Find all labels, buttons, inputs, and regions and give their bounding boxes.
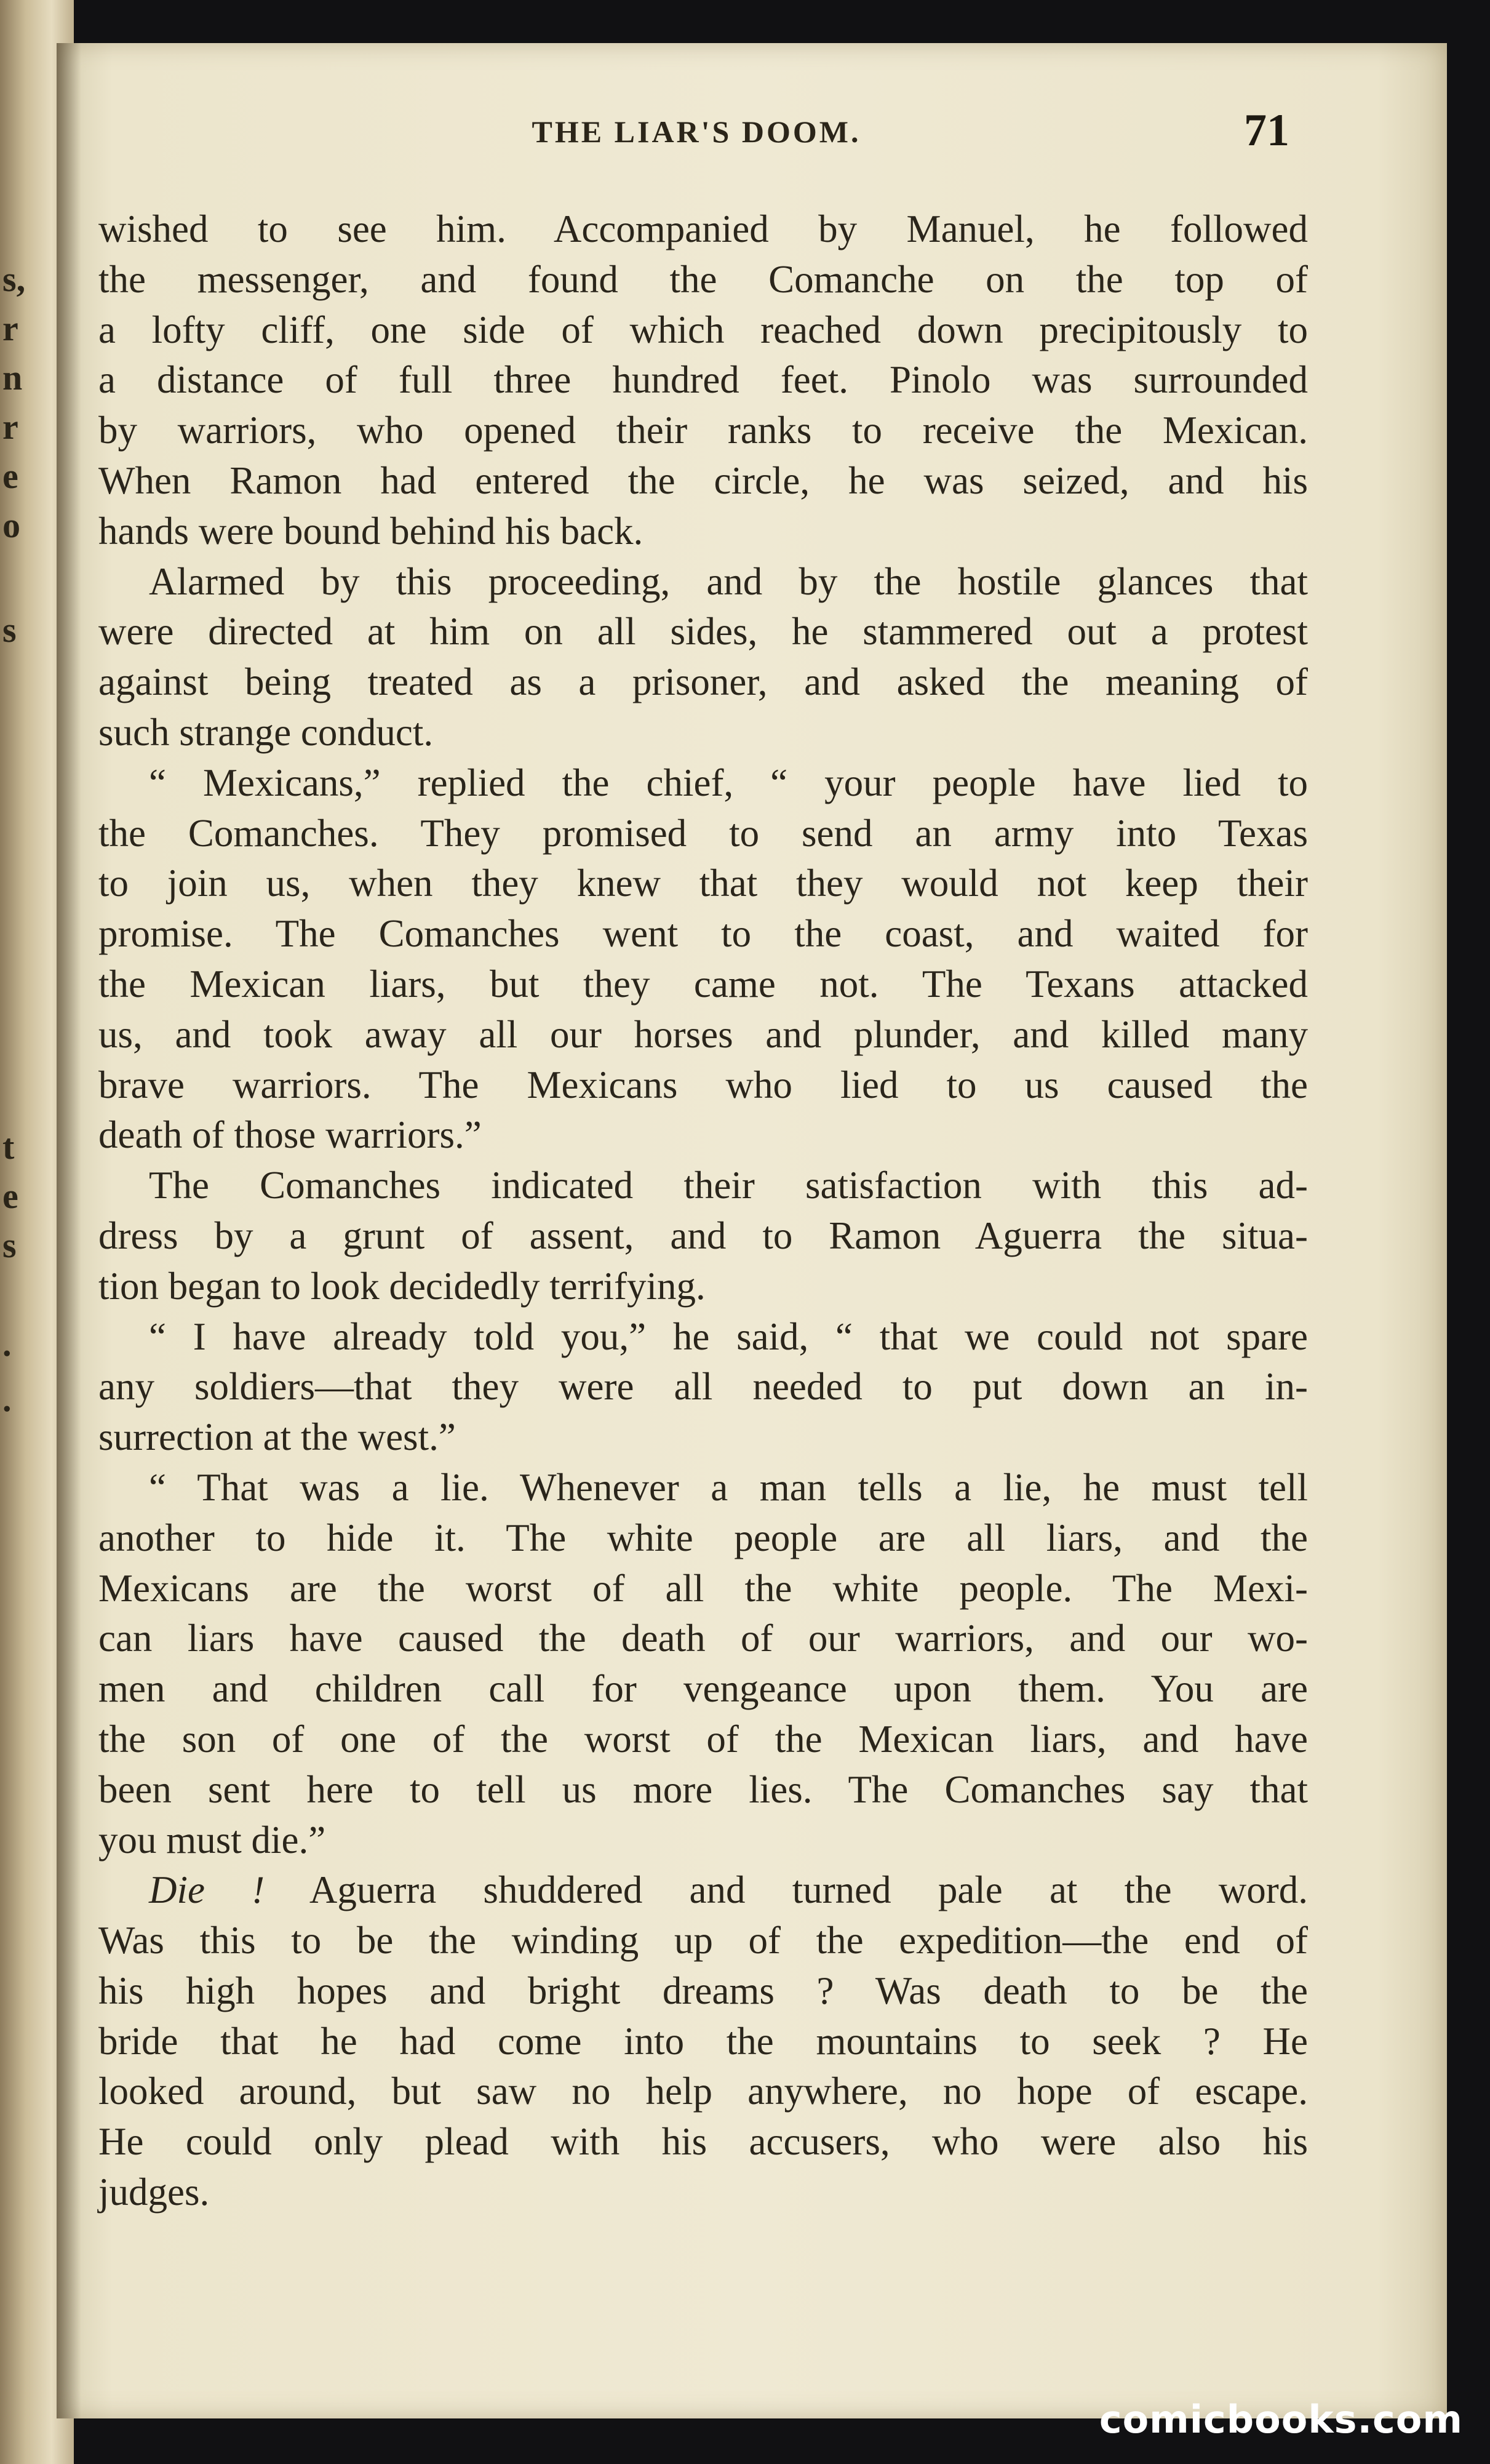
text-line: hands were bound behind his back. (98, 509, 643, 553)
text-line: “ I have already told you,” he said, “ that we could not spare (149, 1314, 1308, 1358)
prev-page-fragment: r (2, 308, 18, 348)
text-line: Mexicans are the worst of all the white people. The Mexi- (98, 1566, 1308, 1610)
text-line: He could only plead with his accusers, who were also his (98, 2120, 1308, 2164)
text-line: his high hopes and bright dreams ? Was death to be the (98, 1969, 1308, 2012)
text-line: a lofty cliff, one side of which reached down precipitously to (98, 308, 1308, 351)
text-line: were directed at him on all sides, he stammered out a protest (98, 610, 1308, 654)
text-line: judges. (98, 2170, 210, 2214)
prev-page-fragment: . (2, 1324, 12, 1364)
text-line: “ That was a lie. Whenever a man tells a lie, he must tell (149, 1465, 1308, 1509)
italic-lead: Die ! (149, 1868, 265, 1912)
text-line: looked around, but saw no help anywhere, no hope of escape. (98, 2070, 1308, 2113)
paragraph (98, 1865, 1308, 2218)
paragraph (98, 1312, 1308, 1463)
running-head: THE LIAR'S DOOM. (532, 114, 861, 149)
text-line: “ Mexicans,” replied the chief, “ your people have lied to (149, 761, 1308, 804)
paragraph (98, 758, 1308, 1161)
text-line: bride that he had come into the mountains to seek ? He (98, 2019, 1308, 2063)
text-line: been sent here to tell us more lies. The Comanches say that (98, 1767, 1308, 1811)
text-line: When Ramon had entered the circle, he was seized, and his (98, 458, 1308, 502)
text-line: a distance of full three hundred feet. Pinolo was surrounded (98, 358, 1308, 402)
text-line: by warriors, who opened their ranks to receive the Mexican. (98, 409, 1308, 452)
prev-page-fragment: n (2, 358, 23, 398)
text-line: such strange conduct. (98, 710, 434, 754)
text-line: the messenger, and found the Comanche on the top of (98, 257, 1308, 301)
prev-page-fragment: . (2, 1379, 12, 1419)
text-line: the Mexican liars, but they came not. The Texans attacked (98, 962, 1308, 1006)
paragraph (98, 1463, 1308, 1865)
prev-page-fragment: t (2, 1127, 15, 1167)
prev-page-fragment: e (2, 456, 18, 496)
paragraph (98, 204, 1308, 557)
text-line: you must die.” (98, 1818, 326, 1862)
page-number: 71 (1244, 105, 1289, 156)
prev-page-fragment: s, (2, 259, 26, 299)
text-line: Die ! Aguerra shuddered and turned pale at the word. (149, 1868, 1308, 1912)
prev-page-fragment: r (2, 407, 18, 447)
gutter-shadow (57, 43, 81, 2418)
text-line: Was this to be the winding up of the expedition—the end of (98, 1919, 1308, 1962)
text-line: us, and took away all our horses and plunder, and killed many (98, 1012, 1308, 1056)
text-line: death of those warriors.” (98, 1113, 482, 1157)
text-line: can liars have caused the death of our warriors, and our wo- (98, 1617, 1308, 1660)
prev-page-fragment: o (2, 505, 20, 545)
text-line: Alarmed by this proceeding, and by the hostile glances that (149, 559, 1308, 603)
text-line: brave warriors. The Mexicans who lied to us caused the (98, 1063, 1308, 1106)
text-line: wished to see him. Accompanied by Manuel, he followed (98, 207, 1308, 250)
body-text (98, 204, 1308, 2218)
text-line: tion began to look decidedly terrifying. (98, 1264, 706, 1308)
text-line: any soldiers—that they were all needed to put down an in- (98, 1365, 1308, 1409)
text-line: The Comanches indicated their satisfaction with this ad- (149, 1164, 1308, 1207)
watermark: comicbooks.com (1099, 2397, 1463, 2442)
text-line: dress by a grunt of assent, and to Ramon Aguerra the situa- (98, 1214, 1308, 1257)
text-line: another to hide it. The white people are all liars, and the (98, 1516, 1308, 1559)
paragraph (98, 557, 1308, 758)
text-line: surrection at the west.” (98, 1415, 456, 1459)
prev-page-fragment: s (2, 610, 17, 650)
text-line: against being treated as a prisoner, and asked the meaning of (98, 660, 1308, 704)
text-line: promise. The Comanches went to the coast, and waited for (98, 912, 1308, 956)
prev-page-fragment: s (2, 1225, 17, 1265)
text-line: the son of one of the worst of the Mexican liars, and have (98, 1717, 1308, 1761)
text-line: to join us, when they knew that they would not keep their (98, 862, 1308, 905)
prev-page-fragment: e (2, 1176, 18, 1216)
book-page (57, 43, 1447, 2418)
text-line: men and children call for vengeance upon them. You are (98, 1667, 1308, 1711)
paragraph (98, 1161, 1308, 1311)
text-line: the Comanches. They promised to send an army into Texas (98, 811, 1308, 855)
